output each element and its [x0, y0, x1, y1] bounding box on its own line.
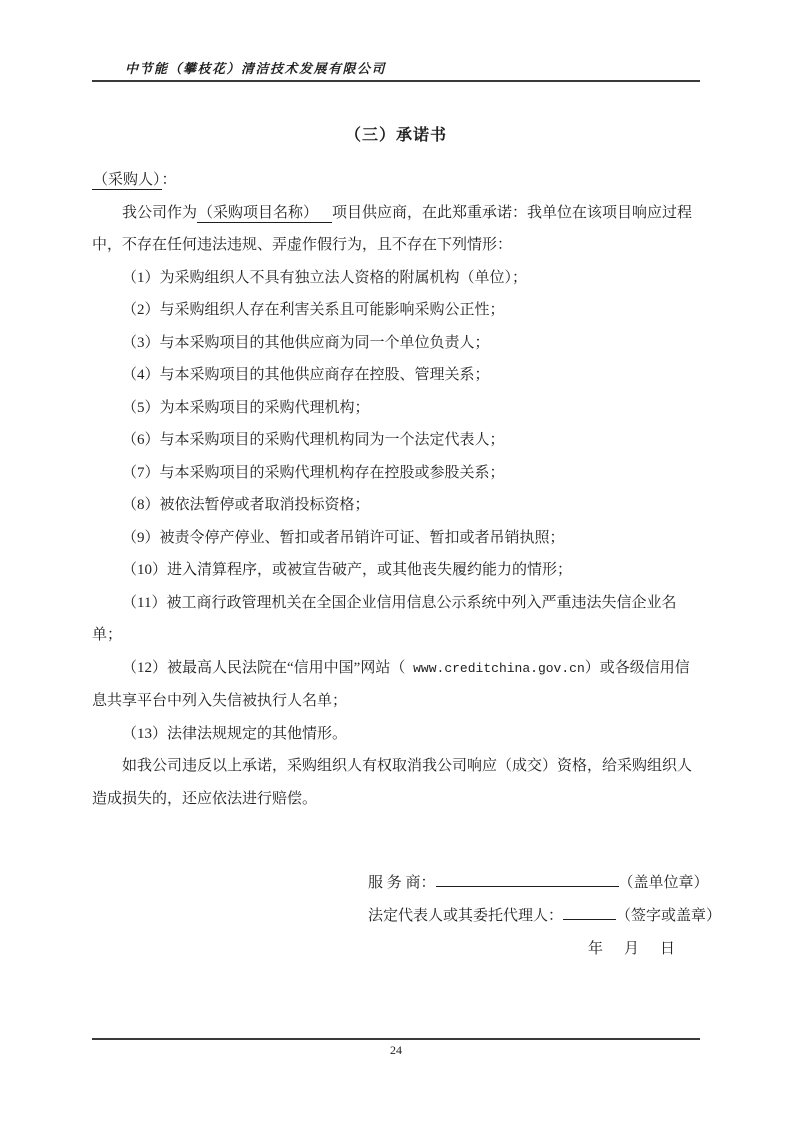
list-item-2 [92, 294, 700, 327]
supplier-signature-line [368, 867, 709, 900]
list-item-8 [92, 489, 700, 522]
list-item-text: （5）为本采购项目的采购代理机构； [122, 399, 370, 416]
list-item-text: （4）与本采购项目的其他供应商存在控股、管理关系； [122, 367, 490, 383]
list-item-text: （3）与本采购项目的其他供应商为同一个单位负责人； [122, 334, 490, 351]
date-line: 年 月 日 [587, 941, 678, 957]
list-item-text: （12）被最高人民法院在“信用中国”网站（ [122, 659, 406, 676]
list-item-5 [92, 392, 700, 425]
list-item-text: （8）被依法暂停或者取消投标资格； [122, 497, 370, 513]
list-item-text: （13）法律法规规定的其他情形。 [122, 725, 348, 742]
closing-paragraph: 如我公司违反以上承诺，采购组织人有权取消我公司响应（成交）资格，给采购组织人造成损失的，还应依法进行赔偿。 [92, 758, 693, 807]
representative-name-blank [563, 905, 616, 920]
supplier-name-blank [436, 872, 619, 887]
list-item-1 [92, 262, 700, 295]
document-title: （三）承诺书 [344, 127, 447, 144]
supplier-label: 服 务 商： [368, 875, 436, 891]
list-item-4 [92, 359, 700, 392]
creditchina-url: www.creditchina.gov.cn [405, 660, 585, 676]
list-item-13 [92, 718, 700, 751]
document-body [92, 0, 722, 966]
list-item-text: （10）进入清算程序，或被宣告破产，或其他丧失履约能力的情形； [122, 562, 573, 578]
list-item-text: （11）被工商行政管理机关在全国企业信用信息公示系统中列入严重违法失信企业名单； [92, 594, 677, 643]
salutation-colon: ： [161, 172, 177, 188]
intro-rest: 项目供应商，在此郑重承诺：我单位在该项目响应过程中，不存在任何违法违规、弄虚作假行为，且不存在下列情形： [92, 204, 693, 253]
list-item-text: ）或各级信用信息共享平台中列入失信被执行人名单； [92, 659, 690, 709]
company-name: 中节能（攀枝花）清洁技术发展有限公司 [125, 61, 387, 76]
signature-block [368, 867, 722, 966]
list-item-text: （6）与本采购项目的采购代理机构同为一个法定代表人； [122, 432, 505, 448]
list-item-12 [92, 652, 700, 718]
unit-seal-note: （盖单位章） [618, 875, 709, 891]
list-item-11 [92, 587, 700, 652]
project-name-placeholder: （采购项目名称） [197, 205, 332, 223]
intro-paragraph [92, 197, 700, 262]
salutation-line [92, 164, 700, 197]
sign-or-seal-note: （签字或盖章） [616, 908, 722, 924]
intro-lead: 我公司作为 [122, 204, 198, 221]
buyer-name-placeholder: （采购人） [93, 172, 161, 188]
list-item-7 [92, 457, 700, 490]
representative-signature-line [368, 900, 722, 933]
page-number: 24 [390, 1043, 402, 1057]
list-item-text: （2）与采购组织人存在利害关系且可能影响采购公正性； [122, 302, 505, 318]
representative-label: 法定代表人或其委托代理人： [368, 908, 564, 924]
page-footer [92, 1038, 700, 1059]
list-item-text: （7）与本采购项目的采购代理机构存在控股或参股关系； [122, 464, 505, 481]
list-item-text: （1）为采购组织人不具有独立法人资格的附属机构（单位）； [122, 269, 528, 286]
list-item-10 [92, 554, 700, 587]
list-item-text: （9）被责令停产停业、暂扣或者吊销许可证、暂扣或者吊销执照； [122, 529, 565, 546]
list-item-6 [92, 424, 700, 457]
list-item-9 [92, 522, 700, 555]
list-item-3 [92, 327, 700, 360]
